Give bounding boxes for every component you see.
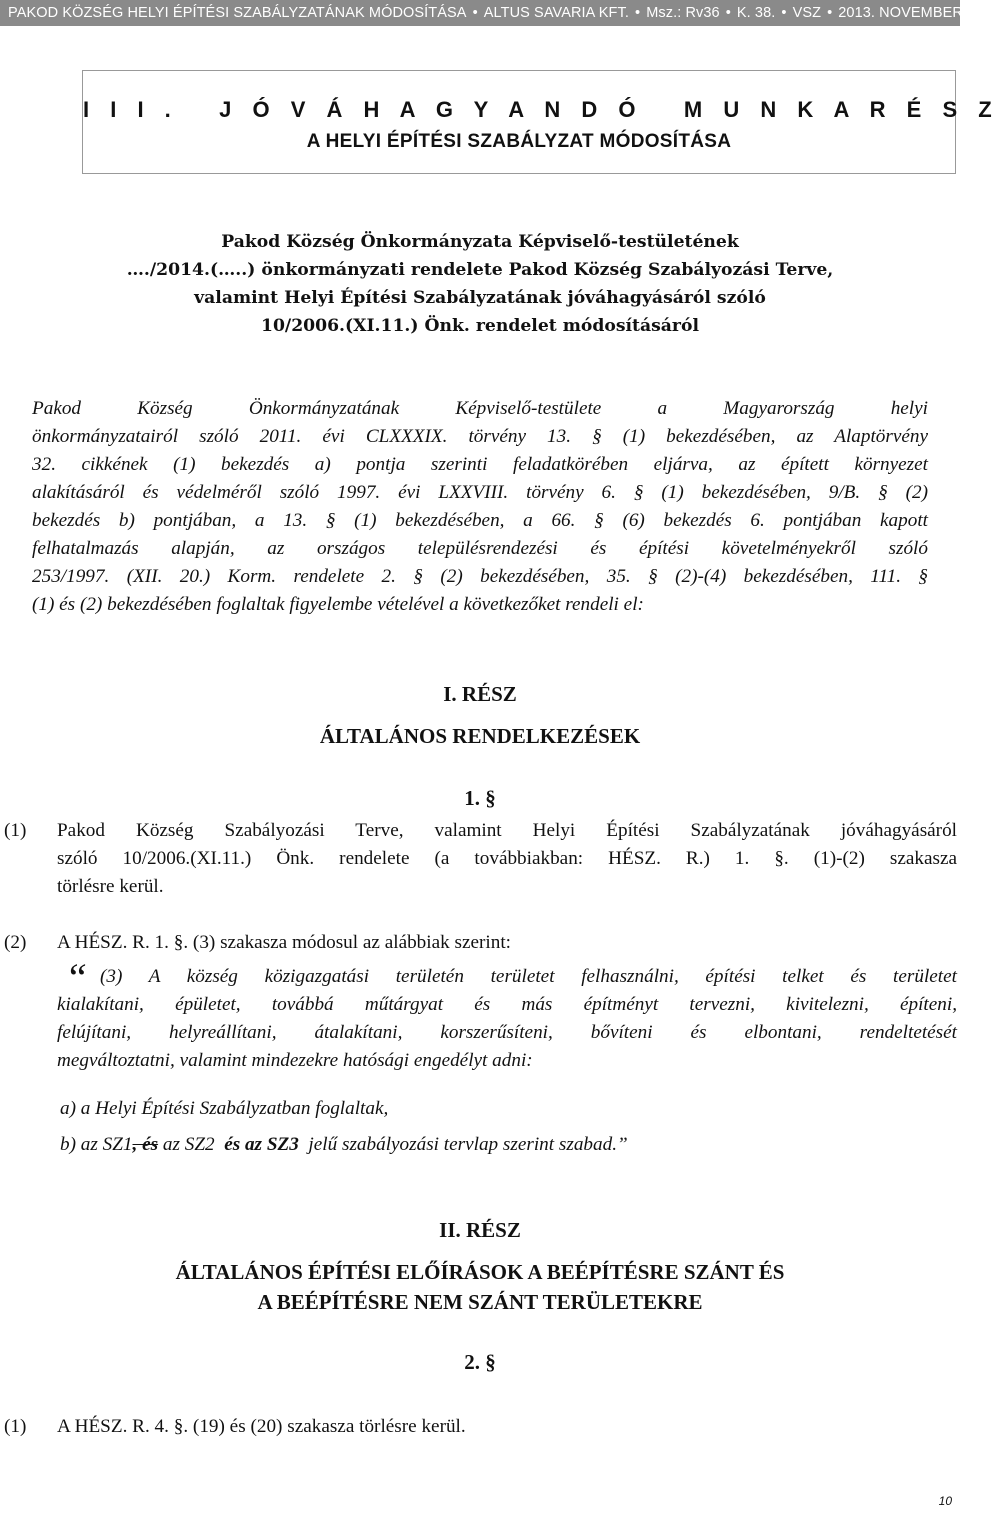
preamble-line: (1) és (2) bekezdésében foglaltak figyelembe vételével a következőket rendeli el: [32, 594, 644, 615]
part2-heading: II. RÉSZ [439, 1218, 521, 1242]
part1-heading: I. RÉSZ [443, 682, 517, 706]
page-number: 10 [938, 1494, 952, 1508]
opening-quote: “ [65, 955, 88, 1000]
running-header [0, 0, 990, 26]
paragraph-number: (2) [4, 932, 27, 953]
paragraph-number: (1) [4, 820, 27, 841]
header-separator: • [635, 5, 641, 21]
part1-subheading: ÁLTALÁNOS RENDELKEZÉSEK [319, 724, 641, 748]
list-item-b-added: és az SZ3 [219, 1134, 304, 1155]
regulation-title-line: Pakod Község Önkormányzata Képviselő-testületének [221, 232, 739, 252]
preamble-line: 32. cikkének (1) bekezdés a) pontja szerinti feladatkörében eljárva, az épített környezet [32, 454, 928, 475]
paragraph-line: szóló 10/2006.(XI.11.) Önk. rendelete (a továbbiakban: HÉSZ. R.) 1. §. (1)-(2) szakasza [57, 848, 957, 869]
section-title: I I I . J Ó V Á H A G Y A N D Ó M U N K A R É S Z [83, 97, 999, 122]
preamble-line: felhatalmazás alapján, az országos településrendezési és építési követelményekről szóló [32, 538, 928, 559]
quoted-line: kialakítani, épületet, továbbá műtárgyat és más építményt tervezni, kivitelezni, építeni, [57, 994, 957, 1015]
header-separator: • [781, 5, 787, 21]
header-separator: • [827, 5, 833, 21]
header-company: ALTUS SAVARIA KFT. [483, 5, 629, 21]
header-k: K. 38. [736, 5, 776, 21]
section-2-number: 2. § [464, 1350, 496, 1374]
preamble-line: önkormányzatairól szóló 2011. évi CLXXXIX. törvény 13. § (1) bekezdésében, az Alaptörvény [32, 426, 928, 447]
list-item-b-mid: az SZ2 [158, 1134, 220, 1155]
list-item-b-pre: b) az SZ1 [60, 1134, 133, 1155]
part2-subheading-line: A BEÉPÍTÉSRE NEM SZÁNT TERÜLETEKRE [257, 1290, 703, 1314]
section-1-number: 1. § [464, 786, 496, 810]
regulation-title-line: 10/2006.(XI.11.) Önk. rendelet módosításáról [261, 316, 699, 336]
paragraph-line: törlésre kerül. [57, 876, 164, 897]
header-vsz: VSZ [792, 5, 822, 21]
preamble-line: bekezdés b) pontjában, a 13. § (1) bekezdésében, a 66. § (6) bekezdés 6. pontjában kapott [32, 510, 928, 531]
part2-subheading-line: ÁLTALÁNOS ÉPÍTÉSI ELŐÍRÁSOK A BEÉPÍTÉSRE SZÁNT ÉS [175, 1260, 785, 1284]
header-msz: Msz.: Rv36 [646, 5, 720, 21]
preamble-line: Pakod Község Önkormányzatának Képviselő-testülete a Magyarország helyi [32, 398, 928, 419]
header-date: 2013. NOVEMBER HÓ [838, 5, 990, 21]
preamble-line: 253/1997. (XII. 20.) Korm. rendelete 2. § (2) bekezdésében, 35. § (2)-(4) bekezdésében, 111. § [32, 566, 928, 587]
quoted-line: felújítani, helyreállítani, átalakítani, korszerűsíteni, bővíteni és elbontani, rendeltetését [57, 1022, 957, 1043]
header-separator: • [725, 5, 731, 21]
list-item-b-deleted: , és [132, 1134, 159, 1155]
paragraph-line: Pakod Község Szabályozási Terve, valamint Helyi Építési Szabályzatának jóváhagyásáról [57, 820, 957, 841]
paragraph-line: A HÉSZ. R. 1. §. (3) szakasza módosul az alábbiak szerint: [57, 932, 511, 953]
paragraph-number: (1) [4, 1416, 27, 1437]
list-item-b-post: jelű szabályozási tervlap szerint szabad.” [303, 1134, 628, 1155]
list-item-b [60, 1134, 940, 1156]
regulation-title-line: …./2014.(…..) önkormányzati rendelete Pakod Község Szabályozási Terve, [126, 260, 834, 280]
list-item-a: a) a Helyi Építési Szabályzatban foglaltak, [60, 1098, 389, 1119]
section-subtitle: A HELYI ÉPÍTÉSI SZABÁLYZAT MÓDOSÍTÁSA [306, 131, 732, 152]
quoted-line: (3) A község közigazgatási területén területet felhasználni, építési telket és területet [100, 966, 957, 987]
preamble-line: alakításáról és védelméről szóló 1997. évi LXXVIII. törvény 6. § (1) bekezdésében, 9/B. § (2) [32, 482, 928, 503]
regulation-title-line: valamint Helyi Építési Szabályzatának jóváhagyásáról szóló [194, 288, 766, 308]
header-doc-title: PAKOD KÖZSÉG HELYI ÉPÍTÉSI SZABÁLYZATÁNAK MÓDOSÍTÁSA [8, 5, 467, 21]
paragraph-line: A HÉSZ. R. 4. §. (19) és (20) szakasza törlésre kerül. [57, 1416, 466, 1437]
quoted-line: megváltoztatni, valamint mindezekre hatósági engedélyt adni: [57, 1050, 533, 1071]
header-separator: • [472, 5, 478, 21]
section-title-box [82, 70, 999, 174]
